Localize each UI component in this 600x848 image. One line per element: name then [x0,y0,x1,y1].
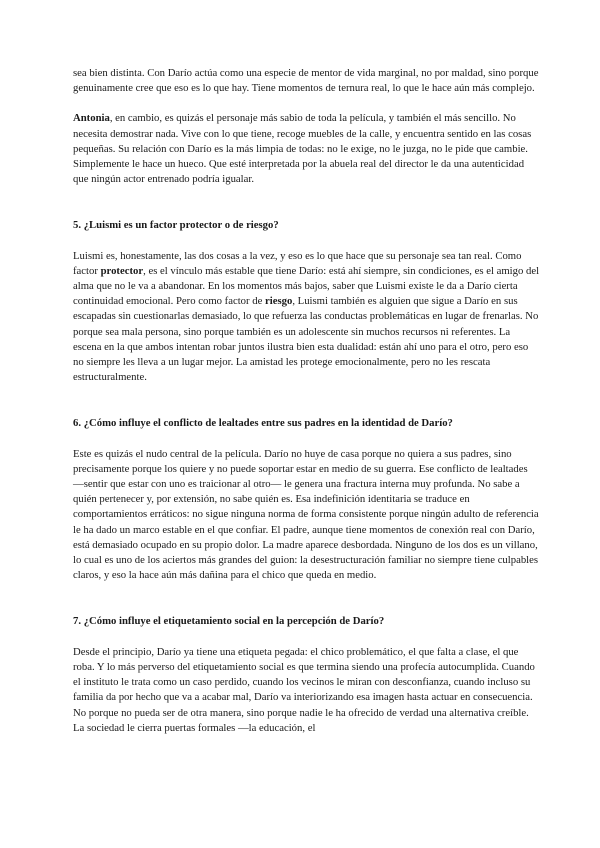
luismi-text-1: Luismi es, honestamente, las dos cosas a la vez, y eso es lo que hace que su personaje sea tan real. Como factor [73,249,522,277]
paragraph-antonia [73,111,540,187]
paragraph-etiquetamiento: Desde el principio, Darío ya tiene una etiqueta pegada: el chico problemático, el que falta a clase, el que roba. Y lo más perverso del etiquetamiento social es que termina siendo una profecía autocumplida. Cuando el instituto le trata como un caso perdido, cuando los vecinos le miran con desconfianza, cuando incluso su familia da por hecho que va a acabar mal, Darío va interiorizando esa imagen hasta actuar en consecuencia. No porque no pueda ser de otra manera, sino porque nadie le ha ofrecido de verdad una alternativa creíble. La sociedad le cierra puertas formales —la educación, el [73,645,535,734]
luismi-text-3: , Luismi también es alguien que sigue a Darío en sus escapadas sin cuestionarlas demasiado, lo que refuerza las conductas problemáticas en lugar de frenarlas. No porque sea mala persona, sino porque también es un adolescente sin muchos recursos ni referentes. La escena en la que ambos intentan robar juntos ilustra bien esta dualidad: están ahí uno para el otro, pero eso no siempre les lleva a un lugar mejor. La amistad les protege emocionalmente, pero no les rescata estructuralmente. [73,295,539,384]
luismi-text-2: , es el vínculo más estable que tiene Darío: está ahí siempre, sin condiciones, es el amigo del alma que no le va a abandonar. En los momentos más bajos, saber que Luismi existe le da a Darío cierta continuidad emocional. Pero como factor de [73,264,540,308]
paragraph-luismi [73,249,540,386]
heading-question-6: 6. ¿Cómo influye el conflicto de lealtades entre sus padres en la identidad de Darío? [73,417,453,430]
bold-riesgo: riesgo [265,295,293,308]
bold-protector: protector [100,264,144,277]
heading-question-7: 7. ¿Cómo influye el etiquetamiento social en la percepción de Darío? [73,615,385,628]
bold-antonia: Antonia [73,112,110,125]
heading-question-5: 5. ¿Luismi es un factor protector o de riesgo? [73,219,279,232]
paragraph-lealtades: Este es quizás el nudo central de la película. Darío no huye de casa porque no quiera a sus padres, sino precisamente porque los quiere y no puede soportar estar en medio de su guerra. Ese conflicto de lealtades —sentir que estar con uno es traicionar al otro— le genera una fractura interna muy profunda. No sabe a quién pertenecer y, por extensión, no sabe quién es. Esa indefinición identitaria se traduce en comportamientos erráticos: no sigue ninguna norma de forma consistente porque ningún adulto de referencia le ha dado un marco estable en el que confiar. El padre, aunque tiene momentos de conexión real con Darío, está demasiado ocupado en su propio dolor. La madre aparece desbordada. Ninguno de los dos es un villano, lo cual es uno de los aciertos más grandes del guion: la desestructuración familiar no siempre tiene culpables claros, y eso la hace aún más dañina para el chico que queda en medio. [73,447,539,582]
paragraph-antonia-text: , en cambio, es quizás el personaje más sabio de toda la película, y también el más sencillo. No necesita demostrar nada. Vive con lo que tiene, recoge muebles de la calle, y encuentra sentido en las cosas pequeñas. Su relación con Darío es la más limpia de todas: no le exige, no le juzga, no le pide que cambie. Simplemente le hace un hueco. Que esté interpretada por la abuela real del director le da una autenticidad que ningún actor entrenado podría igualar. [73,112,532,186]
paragraph-mentor: sea bien distinta. Con Darío actúa como una especie de mentor de vida marginal, no por maldad, sino porque genuinamente cree que eso es lo que hay. Tiene momentos de ternura real, lo que le hace aún más complejo. [73,67,539,95]
